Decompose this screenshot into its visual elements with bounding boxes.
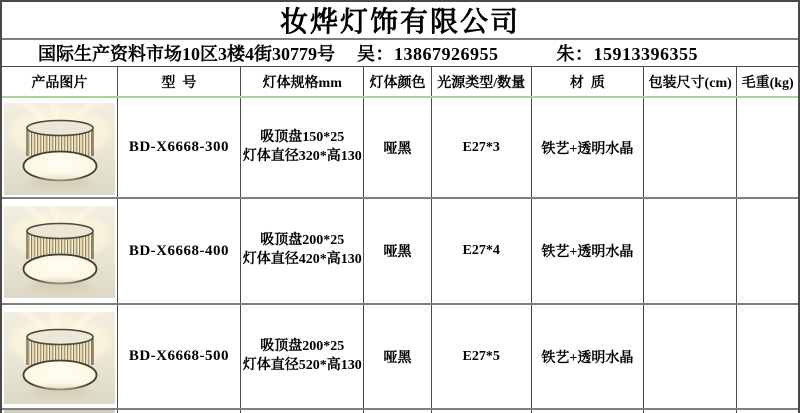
product-photo bbox=[4, 206, 115, 298]
body-spec-cell bbox=[241, 304, 364, 409]
table-row bbox=[2, 97, 798, 198]
product-image-cell bbox=[2, 409, 117, 413]
product-image-cell bbox=[2, 198, 117, 304]
light-source-cell: E27*4 bbox=[431, 198, 531, 304]
col-header-model: 型 号 bbox=[117, 67, 240, 97]
light-source-cell: E27*5 bbox=[431, 304, 531, 409]
col-header-material: 材 质 bbox=[531, 67, 643, 97]
spec-line-1: 吸顶盘150*25 bbox=[260, 129, 345, 145]
material-cell: 铁艺+透明水晶 bbox=[531, 198, 643, 304]
model-cell: BD-X6668-300 bbox=[117, 97, 240, 198]
ceiling-lamp-image bbox=[4, 103, 115, 195]
product-photo bbox=[4, 312, 115, 404]
col-header-product-image: 产品图片 bbox=[31, 75, 88, 91]
gross-weight-cell bbox=[737, 198, 798, 304]
product-image-cell bbox=[2, 304, 117, 409]
body-color-cell: 哑黑 bbox=[364, 198, 431, 304]
spec-line-1: 吸顶盘200*25 bbox=[260, 338, 345, 354]
col-header-package-size: 包装尺寸(cm) bbox=[644, 67, 737, 97]
table-row-partial bbox=[2, 409, 798, 413]
ceiling-lamp-image bbox=[4, 206, 115, 298]
company-info-row bbox=[2, 40, 798, 67]
package-size-cell bbox=[644, 304, 737, 409]
product-image-cell bbox=[2, 97, 117, 198]
body-spec-cell bbox=[241, 198, 364, 304]
spec-line-2: 灯体直径320*高130 bbox=[242, 148, 362, 164]
col-header-body-color: 灯体颜色 bbox=[364, 67, 431, 97]
package-size-cell bbox=[644, 198, 737, 304]
col-header-body-spec: 灯体规格mm bbox=[241, 67, 364, 97]
material-cell: 铁艺+透明水晶 bbox=[531, 97, 643, 198]
material-cell: 铁艺+透明水晶 bbox=[531, 304, 643, 409]
model-cell: BD-X6668-500 bbox=[117, 304, 240, 409]
spec-line-2: 灯体直径520*高130 bbox=[242, 357, 362, 373]
contact-zhu: 朱：15913396355 bbox=[556, 44, 698, 64]
body-color-cell: 哑黑 bbox=[364, 97, 431, 198]
gross-weight-cell bbox=[737, 97, 798, 198]
contact-wu: 吴：13867926955 bbox=[357, 44, 499, 64]
col-header-light-source: 光源类型/数量 bbox=[431, 67, 531, 97]
table-row bbox=[2, 304, 798, 409]
col-header-gross-weight: 毛重(kg) bbox=[737, 67, 798, 97]
ceiling-lamp-image bbox=[4, 312, 115, 404]
light-source-cell: E27*3 bbox=[431, 97, 531, 198]
company-title: 妆烨灯饰有限公司 bbox=[2, 2, 798, 40]
package-size-cell bbox=[644, 97, 737, 198]
product-photo bbox=[4, 103, 115, 195]
table-header-row bbox=[2, 67, 798, 97]
product-spec-table bbox=[2, 67, 798, 413]
body-color-cell: 哑黑 bbox=[364, 304, 431, 409]
gross-weight-cell bbox=[737, 304, 798, 409]
model-cell: BD-X6668-400 bbox=[117, 198, 240, 304]
spec-line-1: 吸顶盘200*25 bbox=[260, 233, 345, 249]
company-address: 国际生产资料市场10区3楼4街30779号 bbox=[38, 44, 335, 64]
spec-line-2: 灯体直径420*高130 bbox=[242, 252, 362, 267]
table-row bbox=[2, 198, 798, 304]
body-spec-cell bbox=[241, 97, 364, 198]
